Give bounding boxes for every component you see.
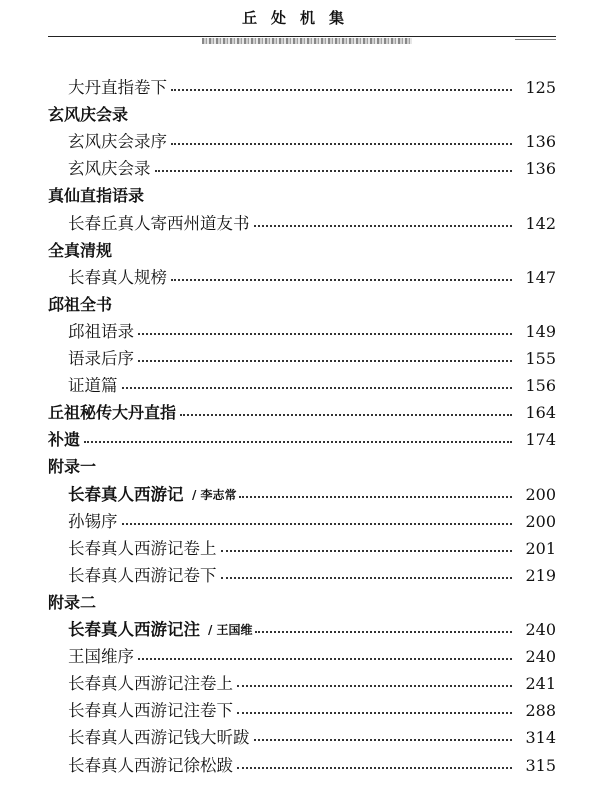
dot-leader (171, 143, 512, 145)
dot-leader (138, 360, 512, 362)
toc-page-number: 200 (525, 484, 556, 504)
dot-leader (122, 387, 512, 389)
toc-entry-title: 大丹直指卷下 (68, 78, 167, 97)
dot-leader (237, 685, 512, 687)
toc-entry-title: 真仙直指语录 (48, 186, 145, 206)
toc-section-heading (0, 426, 600, 454)
toc-entry-title: 长春真人西游记注 (68, 620, 200, 639)
toc-page-number: 314 (525, 728, 556, 748)
toc-entry-title: 附录一 (48, 457, 97, 477)
toc-page-number: 156 (525, 376, 556, 396)
toc-entry-title: 邱祖全书 (48, 294, 113, 314)
toc-page-number: 240 (525, 620, 556, 639)
header-rule (48, 36, 556, 37)
toc-entry-title: 语录后序 (68, 349, 134, 368)
toc-entry-title: 长春真人西游记徐松跋 (68, 755, 233, 775)
dot-leader (138, 333, 512, 335)
toc-entry-title: 长春真人规榜 (68, 267, 167, 287)
running-header-title: 丘处机集 (241, 9, 358, 27)
toc-section-heading (0, 291, 600, 319)
dot-leader (122, 523, 512, 525)
toc-page-number: 219 (525, 565, 556, 585)
toc-entry-title: 邱祖语录 (68, 321, 134, 341)
toc-entry (0, 697, 600, 725)
toc-entry (0, 372, 600, 400)
toc-page-number: 136 (525, 132, 556, 152)
toc-entry-title: 全真清规 (48, 240, 113, 260)
toc-page-number: 125 (525, 78, 556, 97)
toc-entry-title: 玄风庆会录序 (68, 132, 167, 152)
toc-entry-title: 长春真人西游记钱大昕跋 (68, 728, 250, 748)
header-rule-right (515, 39, 556, 40)
toc-entry-title: 孙锡序 (68, 511, 118, 531)
dot-leader (155, 170, 512, 172)
toc-page-number: 149 (525, 321, 556, 341)
dot-leader (171, 279, 512, 281)
toc-page-number: 136 (525, 159, 556, 179)
toc-entry (0, 318, 600, 346)
toc-section-heading (0, 399, 600, 427)
toc-page-number: 174 (525, 430, 556, 450)
toc-entry (0, 210, 600, 238)
toc-entry (0, 128, 600, 156)
dot-leader (221, 577, 512, 579)
toc-section-heading (0, 589, 600, 617)
toc-page-number: 142 (525, 213, 556, 233)
toc-entry (0, 562, 600, 590)
toc-entry-author: / 李志常 (192, 487, 237, 502)
dot-leader (255, 631, 512, 633)
dot-leader (138, 658, 512, 660)
toc-page-number: 315 (525, 755, 556, 775)
dot-leader (221, 550, 512, 552)
toc-entry (0, 643, 600, 671)
toc-entry-title: 长春真人西游记卷下 (68, 565, 217, 585)
toc-entry-title: 王国维序 (68, 647, 134, 667)
toc-entry-title: 长春真人西游记 (68, 484, 184, 504)
toc-entry-title: 玄风庆会录 (48, 105, 129, 125)
toc-entry-title: 长春真人西游记卷上 (68, 538, 217, 558)
toc-entry (0, 155, 600, 183)
toc-page-number: 155 (525, 349, 556, 368)
toc-page-number: 201 (525, 538, 556, 558)
toc-page-number: 147 (525, 267, 556, 287)
dot-leader (254, 225, 512, 227)
dot-leader (254, 739, 512, 741)
toc-entry-title: 证道篇 (68, 376, 118, 396)
toc-entry (0, 535, 600, 563)
toc-entry-title: 补遗 (48, 430, 81, 450)
toc-page-number: 288 (525, 701, 556, 721)
toc-entry (0, 74, 600, 102)
toc-entry (0, 264, 600, 292)
header-print-smudge (202, 38, 412, 44)
toc-entry (0, 752, 600, 780)
toc-entry (0, 724, 600, 752)
toc-section-heading (0, 453, 600, 481)
toc-entry-title: 附录二 (48, 592, 97, 612)
toc-entry-title: 玄风庆会录 (68, 159, 151, 179)
toc-entry-title: 长春丘真人寄西州道友书 (68, 213, 250, 233)
toc-entry-author: / 王国维 (208, 623, 253, 637)
dot-leader (239, 496, 512, 498)
toc-page-number: 200 (525, 511, 556, 531)
toc-section-heading (0, 101, 600, 129)
toc-entry-title: 长春真人西游记注卷下 (68, 701, 233, 721)
toc-entry-title: 长春真人西游记注卷上 (68, 674, 233, 694)
toc-entry (0, 670, 600, 698)
toc-section-heading (0, 182, 600, 210)
dot-leader (84, 441, 512, 443)
toc-page-number: 164 (525, 403, 556, 423)
toc-entry (0, 481, 600, 509)
dot-leader (237, 712, 512, 714)
dot-leader (171, 89, 512, 91)
toc-page-number: 241 (525, 674, 556, 694)
dot-leader (237, 767, 512, 769)
toc-entry (0, 616, 600, 644)
dot-leader (180, 414, 512, 416)
toc-entry (0, 345, 600, 373)
toc-section-heading (0, 237, 600, 265)
toc-entry (0, 508, 600, 536)
toc-page-number: 240 (525, 647, 556, 667)
toc-entry-title: 丘祖秘传大丹直指 (48, 403, 177, 423)
